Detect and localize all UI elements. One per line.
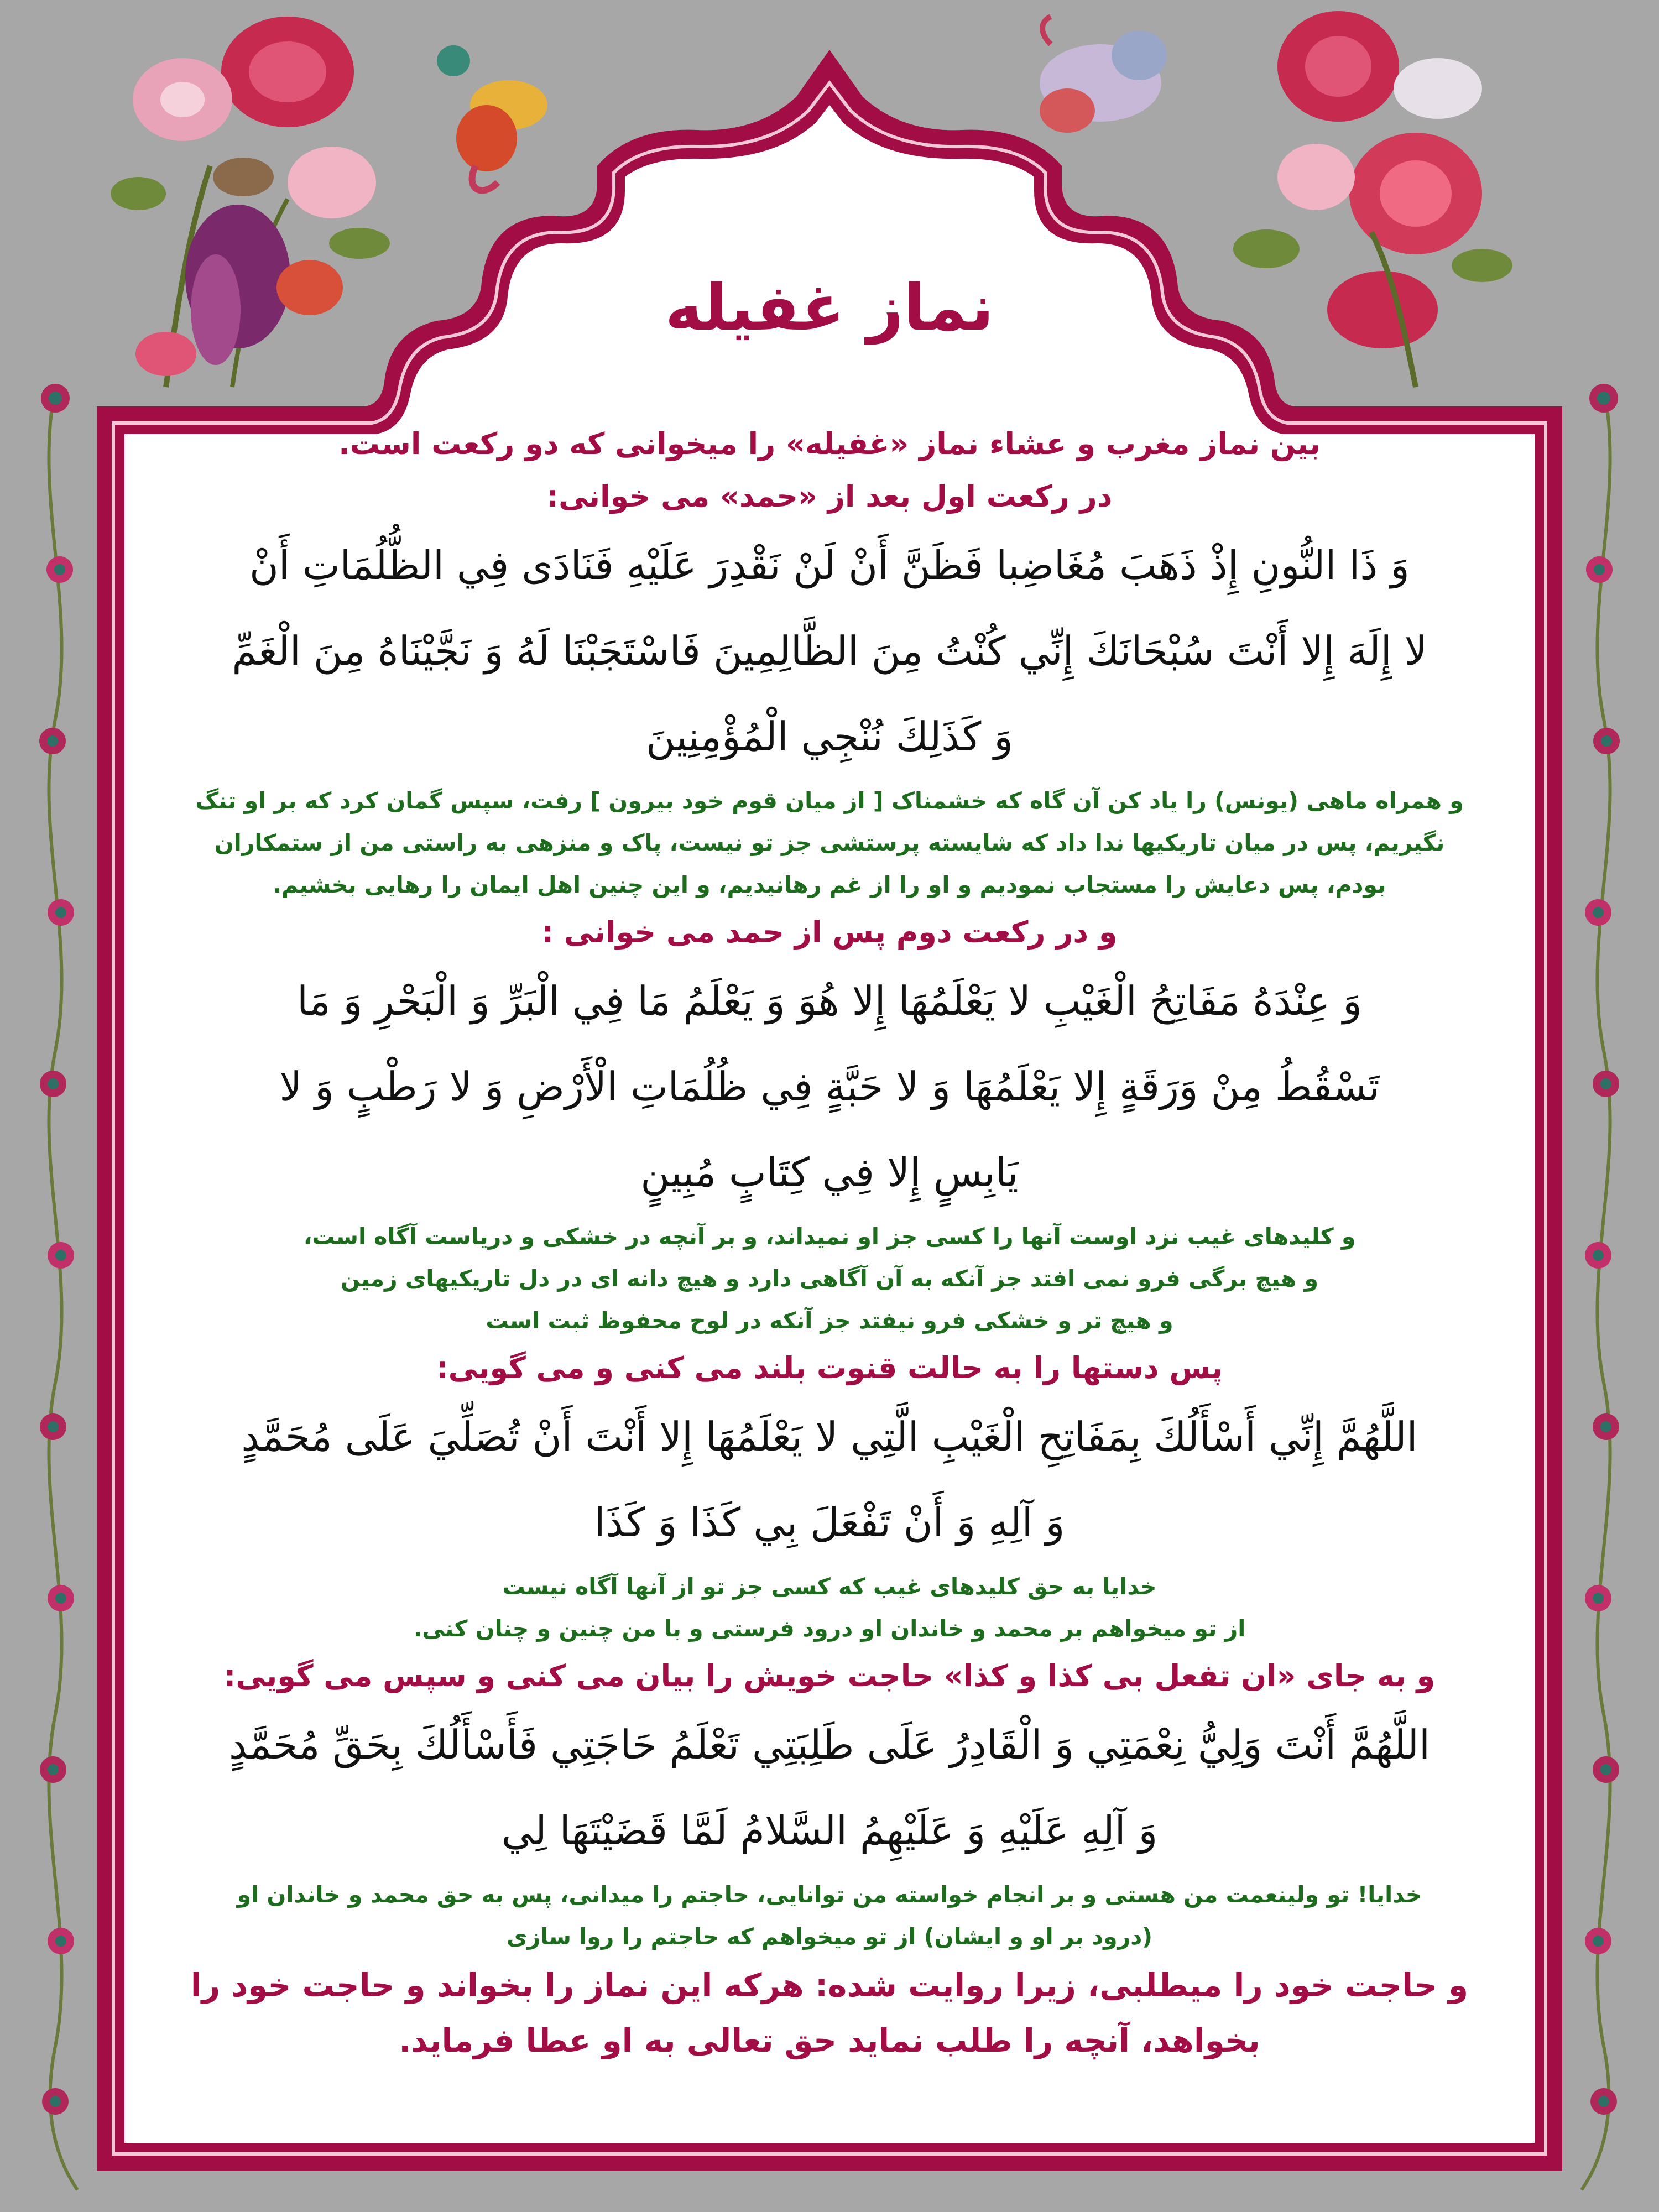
translation-line: خدایا به حق کلیدهای غیب که کسی جز تو از آنها آگاه نیست <box>502 1573 1157 1600</box>
arabic-line: اللَّهُمَّ إِنِّي أَسْأَلُكَ بِمَفَاتِحِ الْغَيْبِ الَّتِي لا يَعْلَمُهَا إِلا أَنْتَ أَنْ تُصَلِّيَ عَلَى مُحَمَّدٍ <box>241 1413 1418 1460</box>
verse2-translation <box>169 1215 1490 1342</box>
arabic-line: تَسْقُطُ مِنْ وَرَقَةٍ إِلا يَعْلَمُهَا وَ لا حَبَّةٍ فِي ظُلُمَاتِ الْأَرْضِ وَ لا رَطْبٍ وَ لا <box>279 1063 1380 1110</box>
rakat2-heading: و در رکعت دوم پس از حمد می خوانی : <box>541 915 1118 950</box>
arabic-line: لا إِلَهَ إِلا أَنْتَ سُبْحَانَكَ إِنِّي كُنْتُ مِنَ الظَّالِمِينَ فَاسْتَجَبْنَا لَهُ وَ نَجَّيْنَاهُ مِنَ الْغَمِّ <box>232 628 1427 674</box>
arabic-line: اللَّهُمَّ أَنْتَ وَلِيُّ نِعْمَتِي وَ الْقَادِرُ عَلَى طَلِبَتِي تَعْلَمُ حَاجَتِي فَأَسْأَلُكَ بِحَقِّ مُحَمَّدٍ <box>229 1721 1430 1768</box>
verse1-arabic <box>169 523 1490 780</box>
translation-line: از تو میخواهم بر محمد و خاندان او درود فرستی و با من چنین و چنان کنی. <box>413 1615 1246 1642</box>
closing-line: بخواهد، آنچه را طلب نماید حق تعالی به او عطا فرماید. <box>399 2022 1260 2059</box>
closing-line: و حاجت خود را میطلبی، زیرا روایت شده: هرکه این نماز را بخواند و حاجت خود را <box>190 1966 1469 2004</box>
arabic-line: وَ ذَا النُّونِ إِذْ ذَهَبَ مُغَاضِبا فَظَنَّ أَنْ لَنْ نَقْدِرَ عَلَيْهِ فَنَادَى فِي الظُّلُمَاتِ أَنْ <box>249 542 1410 588</box>
arabic-line: وَ آلِهِ عَلَيْهِ وَ عَلَيْهِمُ السَّلامُ لَمَّا قَضَيْتَهَا لِي <box>501 1807 1158 1854</box>
translation-line: (درود بر او و ایشان) از تو میخواهم که حاجتم را روا سازی <box>507 1923 1152 1950</box>
rakat1-heading: در رکعت اول بعد از «حمد» می خوانی: <box>546 479 1113 514</box>
translation-line: و کلیدهای غیب نزد اوست آنها را کسی جز او نمیداند، و بر آنچه در خشکی و دریاست آگاه است، <box>303 1223 1356 1250</box>
translation-line: و هیچ تر و خشکی فرو نیفتد جز آنکه در لوح محفوظ ثبت است <box>486 1307 1173 1334</box>
prayer-content <box>169 418 1490 2126</box>
left-vine-ornament <box>39 384 77 2190</box>
arabic-line: وَ كَذَلِكَ نُنْجِي الْمُؤْمِنِينَ <box>646 713 1013 760</box>
hajat-heading: و به جای «ان تفعل بی کذا و کذا» حاجت خویش را بیان می کنی و سپس می گویی: <box>223 1658 1436 1693</box>
qunut-heading: پس دستها را به حالت قنوت بلند می کنی و می گویی: <box>436 1350 1223 1385</box>
translation-line: و همراه ماهی (یونس) را یاد کن آن گاه که خشمناک [ از میان قوم خود بیرون ] رفت، سپس گمان کرد که بر او تنگ <box>195 787 1464 814</box>
arabic-line: يَابِسٍ إِلا فِي كِتَابٍ مُبِينٍ <box>640 1149 1019 1196</box>
arabic-line: وَ عِنْدَهُ مَفَاتِحُ الْغَيْبِ لا يَعْلَمُهَا إِلا هُوَ وَ يَعْلَمُ مَا فِي الْبَرِّ وَ الْبَحْرِ وَ مَا <box>297 978 1362 1024</box>
translation-line: نگیریم، پس در میان تاریکیها ندا داد که شایسته پرستشی جز تو نیست، پاک و منزهی به راستی من از ستمکاران <box>214 830 1445 856</box>
right-vine-ornament <box>1582 384 1620 2190</box>
translation-line: بودم، پس دعایش را مستجاب نمودیم و او را از غم رهانیدیم، و این چنین اهل ایمان را رهایی بخشیم. <box>273 872 1386 898</box>
arabic-line: وَ آلِهِ وَ أَنْ تَفْعَلَ بِي كَذَا وَ كَذَا <box>594 1499 1065 1546</box>
dua1-translation <box>169 1566 1490 1650</box>
translation-line: و هیچ برگی فرو نمی افتد جز آنکه به آن آگاهی دارد و هیچ دانه ای در دل تاریکیهای زمین <box>340 1265 1319 1292</box>
page-title: نماز غفیله <box>665 271 994 345</box>
verse2-arabic <box>169 958 1490 1215</box>
top-center-bird-illustration <box>437 45 547 190</box>
closing-note <box>169 1958 1490 2068</box>
intro-line: بین نماز مغرب و عشاء نماز «غفیله» را میخوانی که دو رکعت است. <box>338 426 1321 461</box>
dua2-arabic <box>169 1702 1490 1874</box>
translation-line: خدایا! تو ولینعمت من هستی و بر انجام خواسته من توانایی، حاجتم را میدانی، پس به حق محمد و خاندان او <box>237 1881 1422 1908</box>
verse1-translation <box>169 780 1490 906</box>
dua1-arabic <box>169 1394 1490 1566</box>
dua2-translation <box>169 1874 1490 1958</box>
